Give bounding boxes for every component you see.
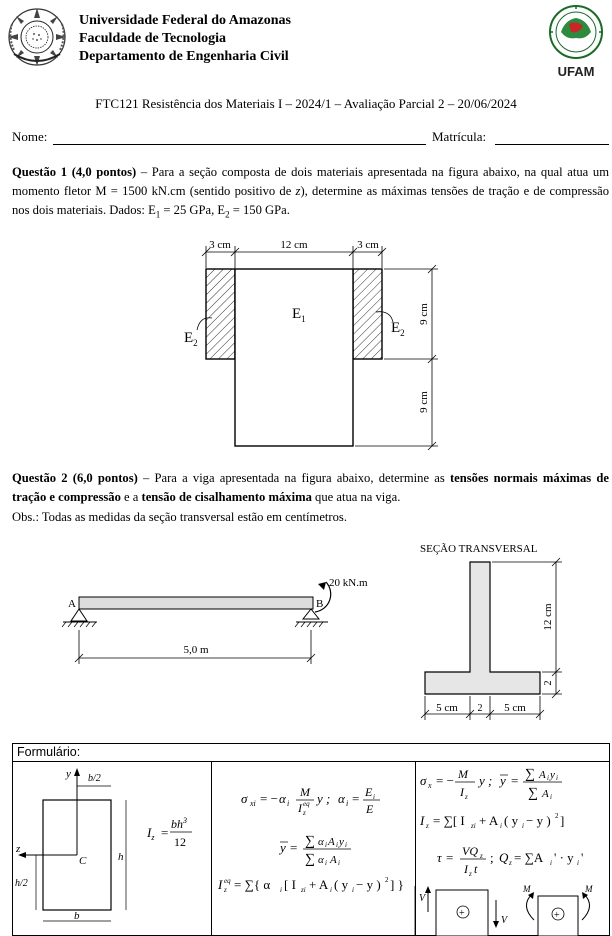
svg-text:M: M [458, 767, 468, 781]
q2-dim-bottom-mid: 2 [477, 703, 483, 714]
svg-text:− y ): − y ) [526, 813, 551, 828]
question-1-title: Questão 1 (4,0 pontos) [12, 165, 137, 179]
question-2-obs: Obs.: Todas as medidas da seção transversal estão em centímetros. [12, 510, 347, 524]
rect-label-z: z [16, 843, 21, 855]
svg-text:M: M [523, 884, 531, 894]
svg-text:z: z [303, 809, 306, 817]
header-university: Universidade Federal do Amazonas [79, 13, 291, 28]
svg-text:eq: eq [303, 800, 310, 808]
svg-text:' · y: ' · y [554, 850, 574, 865]
svg-text:i: i [325, 841, 327, 849]
q2-dim-bottom-left: 5 cm [436, 702, 458, 714]
svg-text:A: A [539, 769, 546, 781]
rect-label-h: h [118, 851, 124, 863]
svg-text:M: M [585, 884, 593, 894]
svg-text:y ;: y ; [317, 791, 331, 806]
matricula-field[interactable] [495, 143, 609, 145]
matricula-label: Matrícula: [432, 129, 487, 144]
svg-text:i: i [352, 886, 354, 894]
name-label: Nome: [12, 129, 48, 144]
q2-support-a [71, 609, 87, 621]
question-2-text: Questão 2 (6,0 pontos) – Para a viga apresentada na figura abaixo, determine as tensões normais máximas de tração e compressão e a tensão de cisalhamento máxima que atua na viga. [12, 471, 609, 504]
svg-text:i: i [577, 859, 579, 867]
svg-text:σ: σ [241, 791, 248, 806]
svg-text:∑: ∑ [305, 834, 315, 849]
svg-text:∑: ∑ [528, 786, 538, 801]
svg-text:= ∑[ I: = ∑[ I [433, 813, 465, 828]
svg-text:xi: xi [250, 799, 256, 808]
q1-dim-top-left: 3 cm [209, 239, 231, 251]
svg-text:] }: ] } [390, 877, 404, 892]
svg-text:σ: σ [420, 773, 427, 788]
svg-text:y: y [339, 836, 344, 848]
svg-text:i: i [550, 859, 552, 867]
q1-plate-right [353, 269, 382, 359]
rect-label-y: y [66, 768, 71, 780]
svg-text:VQ: VQ [462, 844, 478, 858]
q2-moment-label: 20 kN.m [329, 577, 368, 589]
svg-text:τ: τ [437, 850, 442, 865]
svg-text:i: i [330, 886, 332, 894]
svg-text:V: V [419, 893, 426, 904]
svg-text:z: z [224, 886, 227, 894]
svg-text:zi: zi [471, 822, 476, 830]
svg-text:I: I [464, 862, 468, 876]
svg-text:i: i [280, 886, 282, 894]
svg-text:= −: = − [436, 773, 454, 788]
svg-text:': ' [581, 850, 584, 865]
svg-text:;: ; [490, 850, 494, 865]
svg-text:z: z [469, 870, 472, 878]
q1-dim-right-bottom: 9 cm [418, 391, 430, 413]
svg-text:E: E [366, 802, 374, 816]
q2-t-section [425, 562, 540, 694]
brasao-seal [4, 4, 70, 70]
rect-label-b2: b/2 [88, 773, 101, 784]
svg-text:=: = [290, 840, 298, 855]
rect-label-c: C [79, 855, 87, 867]
svg-text:I: I [420, 813, 425, 828]
svg-text:bh3: $bh^3$ [171, 816, 187, 831]
svg-text:Iz: $I_z$ [147, 825, 155, 842]
svg-text:− y ): − y ) [356, 877, 381, 892]
header-department: Departamento de Engenharia Civil [79, 49, 289, 64]
svg-text:α: α [279, 791, 286, 806]
q2-beam [79, 597, 313, 609]
svg-text:i: i [550, 793, 552, 801]
svg-text:+ A: + A [479, 813, 499, 828]
ufam-logo-text: UFAM [557, 64, 595, 78]
q1-dim-right-top: 9 cm [418, 303, 430, 325]
svg-text:z: z [509, 859, 512, 867]
svg-text:x: x [428, 781, 432, 790]
svg-text:=: = [511, 773, 519, 788]
q1-label-e2-right: $E_2$ [391, 320, 405, 338]
rect-label-b: b [74, 910, 80, 922]
svg-text:i: i [336, 841, 338, 849]
svg-text:α: α [318, 854, 324, 866]
question-2-title: Questão 2 (6,0 pontos) [12, 471, 138, 485]
svg-text:[ I: [ I [284, 877, 296, 892]
svg-text:i: i [338, 859, 340, 867]
q2-support-b-label: B [316, 598, 324, 610]
svg-text:y: y [500, 773, 506, 788]
q1-dim-top-mid: 12 cm [280, 239, 308, 251]
q1-plate-left [206, 269, 235, 359]
svg-text:= ∑{ α: = ∑{ α [234, 877, 271, 892]
svg-text:i: i [345, 841, 347, 849]
svg-text:E: E [365, 785, 373, 799]
svg-text:= −: = − [260, 791, 278, 806]
svg-text:i: i [325, 859, 327, 867]
q2-dim-bottom-right: 5 cm [504, 702, 526, 714]
svg-text:∑: ∑ [525, 767, 535, 782]
svg-text:( y: ( y [504, 813, 519, 828]
q2-section-label: SEÇÃO TRANSVERSAL [420, 543, 538, 555]
q2-support-a-label: A [68, 598, 76, 610]
q2-support-b [303, 609, 319, 619]
sign-convention-shear [415, 886, 509, 936]
formula-iz-rect [146, 816, 192, 849]
svg-text:α: α [338, 791, 345, 806]
svg-text:I: I [218, 877, 223, 892]
svg-text:2: 2 [385, 876, 389, 884]
svg-text:eq: eq [224, 877, 231, 885]
svg-text:=: = [161, 825, 169, 840]
exam-title: FTC121 Resistência dos Materiais I – 2024/1 – Avaliação Parcial 2 – 20/06/2024 [95, 96, 517, 111]
svg-text:=: = [352, 791, 360, 806]
svg-text:I: I [460, 785, 464, 799]
svg-text:A: A [328, 836, 335, 848]
svg-text:i: i [346, 799, 349, 808]
formulario-title: Formulário: [17, 745, 81, 759]
svg-text:α: α [318, 836, 324, 848]
formulario-figures [12, 760, 610, 936]
svg-text:M: M [300, 785, 310, 799]
svg-text:z: z [426, 822, 429, 830]
sign-convention-moment [522, 884, 593, 936]
q2-span-label: 5,0 m [183, 644, 209, 656]
question-1-text: Questão 1 (4,0 pontos) – Para a seção composta de dois materiais apresentada na figura abaixo, na qual atua um momento fletor M = 1500 kN.cm (sentido positivo de z), determine as máximas tensões de tração e de compressão nos dois materiais. Dados: $E_1 = 25$ GPa, $E_2 = 150$ GPa. [12, 165, 609, 220]
svg-text:i: i [373, 793, 375, 801]
svg-text:=: = [446, 850, 454, 865]
svg-text:i: i [522, 822, 524, 830]
name-field[interactable] [53, 143, 426, 145]
svg-text:A: A [542, 788, 549, 800]
svg-text:]: ] [560, 813, 565, 828]
svg-text:+ A: + A [309, 877, 329, 892]
svg-text:V: V [501, 915, 508, 926]
svg-text:Q: Q [499, 850, 509, 865]
svg-text:+: + [554, 910, 560, 921]
svg-text:z: z [465, 793, 468, 801]
svg-text:zi: zi [301, 886, 306, 894]
svg-text:t: t [474, 862, 478, 876]
header-faculty: Faculdade de Tecnologia [79, 31, 227, 46]
q2-dim-web-height: 12 cm [542, 603, 554, 631]
svg-text:i: i [556, 774, 558, 782]
svg-text:2: 2 [555, 812, 559, 820]
q1-label-e2-left: $E_2$ [184, 330, 198, 348]
q1-label-e1: $E_1$ [292, 306, 306, 324]
q1-dim-top-right: 3 cm [357, 239, 379, 251]
svg-text:y: y [550, 769, 555, 781]
svg-text:i: i [547, 774, 549, 782]
svg-text:y: y [280, 840, 286, 855]
svg-text:( y: ( y [334, 877, 349, 892]
svg-text:i: i [500, 822, 502, 830]
svg-text:∑: ∑ [305, 852, 315, 867]
q2-beam-figure [0, 535, 612, 740]
q2-dim-flange-height: 2 [543, 680, 554, 686]
svg-text:i: i [287, 799, 290, 808]
svg-text:I: I [298, 801, 302, 815]
q1-section-figure [0, 228, 612, 460]
svg-text:z: z [480, 852, 483, 860]
svg-text:12: 12 [174, 835, 186, 849]
rect-label-h2: h/2 [15, 878, 28, 889]
svg-text:A: A [330, 854, 337, 866]
formula-homogeneous [419, 767, 583, 878]
q1-core [235, 269, 353, 446]
svg-text:y ;: y ; [479, 773, 493, 788]
svg-text:= ∑A: = ∑A [514, 850, 544, 865]
ufam-logo [543, 2, 609, 78]
formula-composite [217, 785, 404, 894]
svg-text:+: + [459, 908, 465, 919]
